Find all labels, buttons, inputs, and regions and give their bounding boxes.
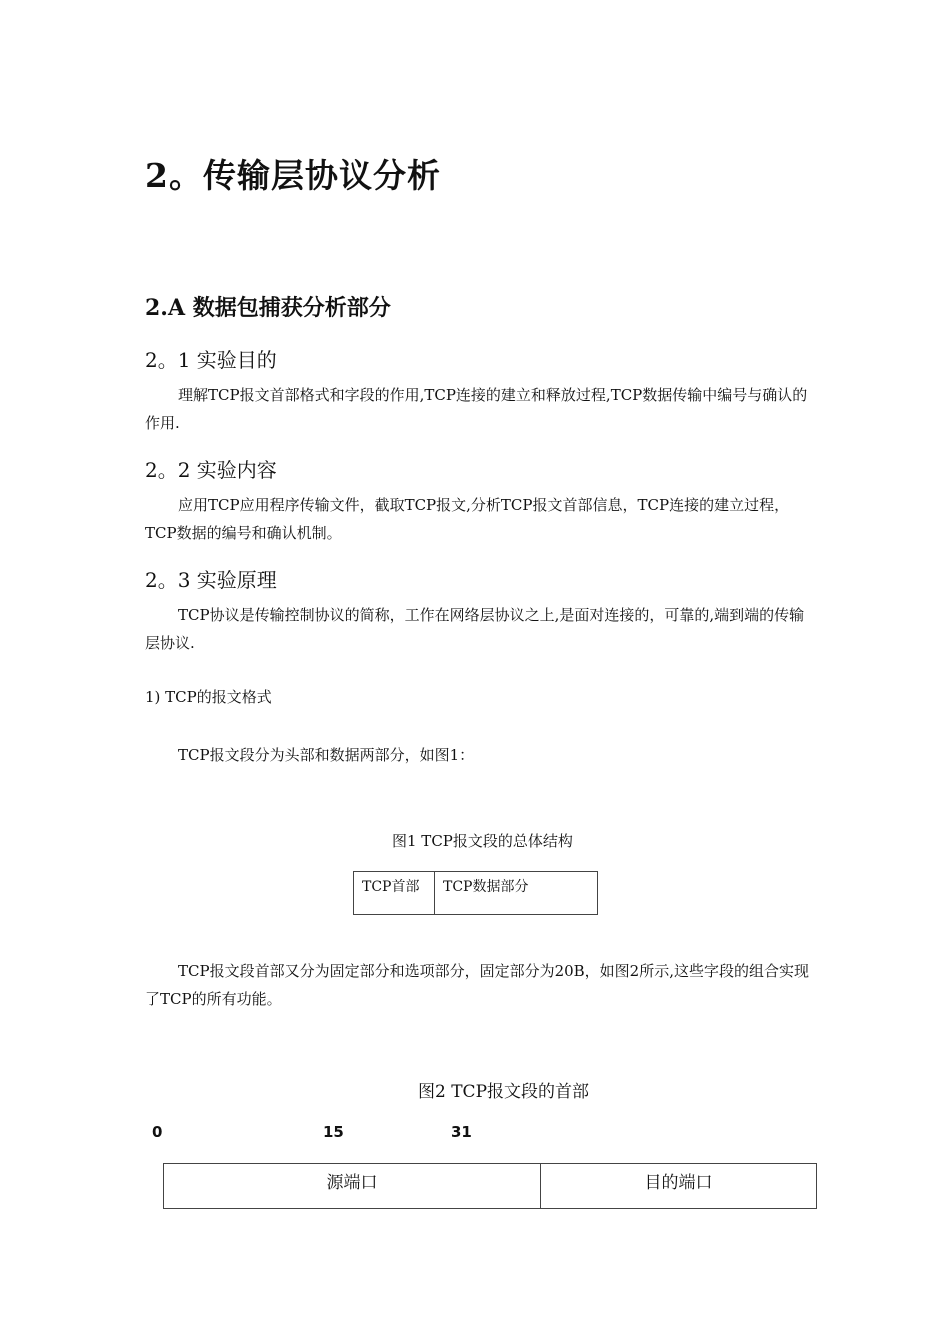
- table-cell-tcp-data: TCP数据部分: [435, 872, 598, 915]
- table-cell-destination-port: 目的端口: [541, 1164, 817, 1209]
- figure1-caption: 图1 TCP报文段的总体结构: [392, 832, 573, 850]
- bit-label-0: 0: [152, 1123, 163, 1141]
- figure2-table: [163, 1163, 817, 1209]
- paragraph-fig2-intro: TCP报文段首部又分为固定部分和选项部分，固定部分为20B，如图2所示,这些字段的组合实现了TCP的所有功能。: [145, 962, 810, 1008]
- bit-label-31: 31: [451, 1123, 472, 1141]
- subheading-tcp-format: 1) TCP的报文格式: [145, 688, 272, 706]
- paragraph-fig1-intro: TCP报文段分为头部和数据两部分，如图1：: [178, 746, 475, 764]
- bit-label-15: 15: [323, 1123, 344, 1141]
- table-cell-source-port: 源端口: [164, 1164, 541, 1209]
- figure1-table: [353, 871, 598, 915]
- paragraph-principle: TCP协议是传输控制协议的简称，工作在网络层协议之上,是面对连接的，可靠的,端到端的传输层协议.: [145, 606, 805, 652]
- paragraph-content: 应用TCP应用程序传输文件，截取TCP报文,分析TCP报文首部信息，TCP连接的建立过程，TCP数据的编号和确认机制。: [145, 496, 790, 542]
- paragraph-purpose: 理解TCP报文首部格式和字段的作用,TCP连接的建立和释放过程,TCP数据传输中编号与确认的作用.: [145, 386, 808, 432]
- section-heading: 2.A 数据包捕获分析部分: [145, 295, 391, 321]
- subsection-title-purpose: 2。1 实验目的: [145, 348, 277, 372]
- page-title: 2。传输层协议分析: [145, 156, 441, 195]
- table-cell-tcp-header: TCP首部: [354, 872, 435, 915]
- subsection-title-content: 2。2 实验内容: [145, 458, 277, 482]
- subsection-title-principle: 2。3 实验原理: [145, 568, 277, 592]
- figure2-caption: 图2 TCP报文段的首部: [418, 1082, 590, 1102]
